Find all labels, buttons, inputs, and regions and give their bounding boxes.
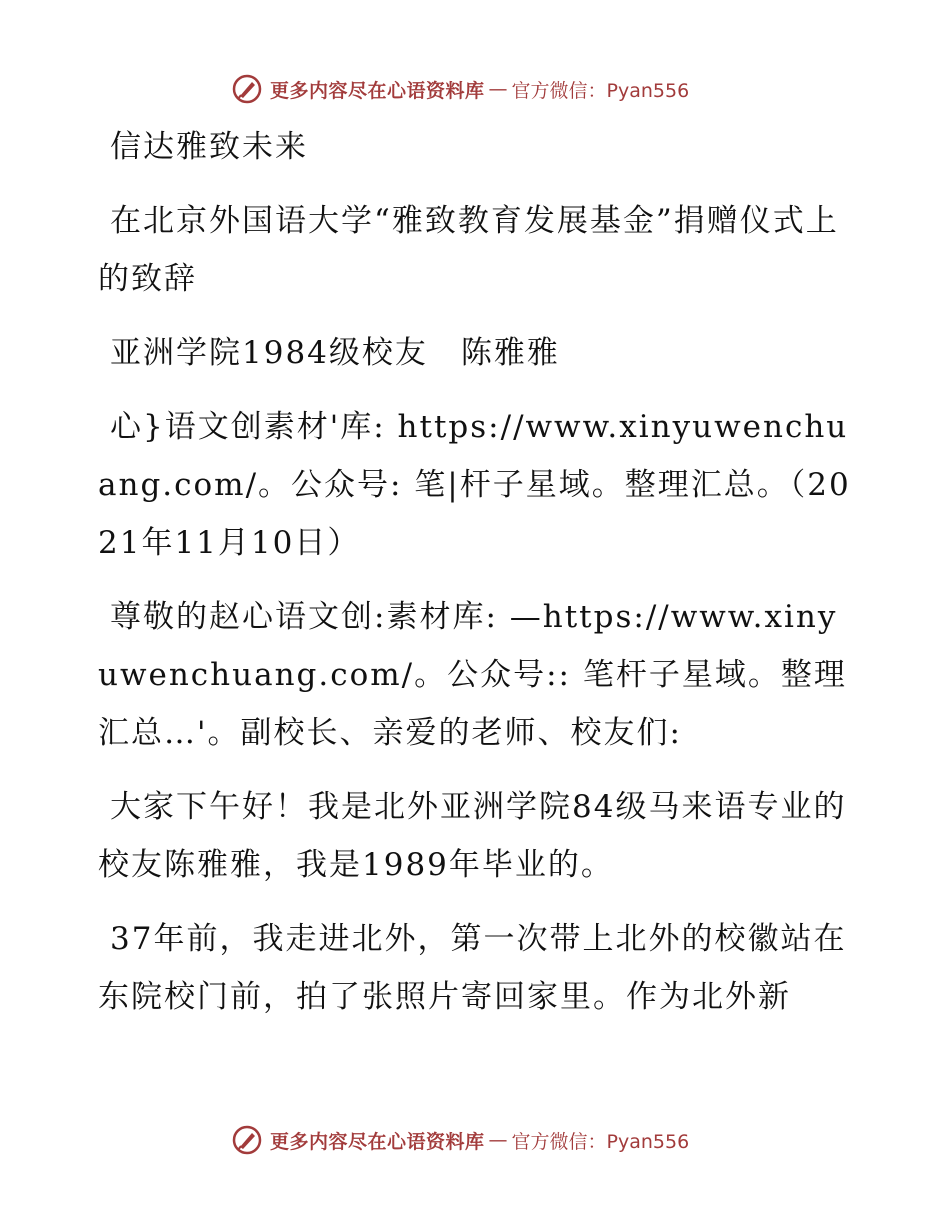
watermark-text: 更多内容尽在心语资料库 <box>270 1130 485 1153</box>
watermark-text: 更多内容尽在心语资料库 <box>270 79 485 102</box>
watermark-separator: — <box>488 1129 508 1151</box>
document-author: 亚洲学院1984级校友 陈雅雅 <box>110 335 560 371</box>
body-paragraph-2: 37年前，我走进北外，第一次带上北外的校徽站在东院校门前，拍了张照片寄回家里。作为北外新 <box>98 921 847 1015</box>
header-watermark <box>232 72 752 106</box>
source-note: 心}语文创素材'库: https://www.xinyuwenchuang.com/。公众号: 笔|杆子星域。整理汇总。（2021年11月10日） <box>98 409 851 561</box>
quill-pen-logo-icon <box>232 74 262 104</box>
watermark-contact: 官方微信：Pyan556 <box>511 79 690 102</box>
quill-pen-logo-icon <box>232 1125 262 1155</box>
greeting-paragraph: 尊敬的赵心语文创:素材库: —https://www.xinyuwenchuang.com/。公众号:: 笔杆子星域。整理汇总…'。副校长、亲爱的老师、校友们: <box>98 599 847 751</box>
watermark-contact: 官方微信：Pyan556 <box>511 1130 690 1153</box>
document-body <box>98 118 858 1042</box>
document-title: 信达雅致未来 <box>110 129 308 165</box>
watermark-separator: — <box>488 78 508 100</box>
document-subtitle: 在北京外国语大学“雅致教育发展基金”捐赠仪式上的致辞 <box>98 203 839 297</box>
body-paragraph-1: 大家下午好！我是北外亚洲学院84级马来语专业的校友陈雅雅，我是1989年毕业的。 <box>98 789 847 883</box>
footer-watermark <box>232 1123 752 1157</box>
